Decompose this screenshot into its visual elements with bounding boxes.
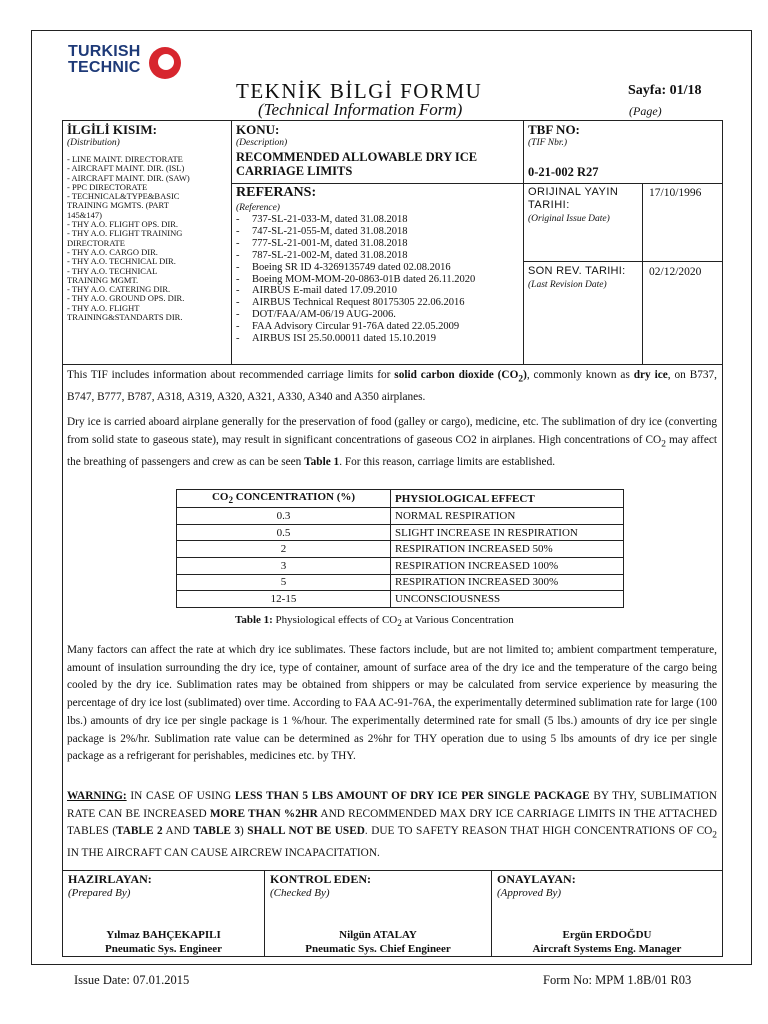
- page-number-subtitle: (Page): [629, 104, 662, 118]
- table-row: [177, 557, 624, 574]
- prepared-by-label: HAZIRLAYAN:: [68, 872, 152, 886]
- approved-by-role: Aircraft Systems Eng. Manager: [532, 943, 682, 955]
- reference-text: Boeing MOM-MOM-20-0863-01B dated 26.11.2020: [252, 273, 476, 285]
- subject-label: KONU:: [236, 122, 280, 137]
- bullet-dash: -: [236, 321, 240, 333]
- reference-text: 747-SL-21-055-M, dated 31.08.2018: [252, 225, 408, 237]
- checked-by-role: Pneumatic Sys. Chief Engineer: [305, 943, 451, 955]
- distribution-item: - THY A.O. FLIGHT TRAINING: [67, 228, 183, 239]
- concentration-cell: 3: [177, 557, 391, 574]
- checked-by-name: Nilgün ATALAY: [339, 929, 417, 941]
- subject-text-line-2: CARRIAGE LIMITS: [236, 164, 353, 178]
- last-revision-label: SON REV. TARIHI:: [528, 265, 626, 277]
- caption-text-2: at Various Concentration: [401, 614, 514, 626]
- concentration-cell: 12-15: [177, 591, 391, 608]
- reference-item: [236, 333, 475, 345]
- reference-item: [236, 262, 475, 274]
- approved-by-name: Ergün ERDOĞDU: [562, 929, 652, 941]
- reference-item: [236, 274, 475, 286]
- dry-ice-sub-2: 2: [661, 438, 666, 449]
- reference-item: [236, 285, 475, 297]
- caption-label: Table 1:: [235, 614, 273, 626]
- bullet-dash: -: [236, 273, 240, 285]
- reference-text: DOT/FAA/AM-06/19 AUG-2006.: [252, 309, 396, 321]
- bullet-dash: -: [236, 309, 240, 321]
- effect-cell: SLIGHT INCREASE IN RESPIRATION: [391, 524, 624, 541]
- concentration-header-sub: 2: [228, 495, 234, 506]
- distribution-item: - TECHNICAL&TYPE&BASIC: [67, 191, 180, 202]
- intro-paragraph: [67, 367, 717, 407]
- form-subtitle: (Technical Information Form): [258, 100, 463, 119]
- reference-text: AIRBUS Technical Request 80175305 22.06.2016: [252, 297, 465, 309]
- dry-ice-text-3: . For this reason, carriage limits are established.: [339, 455, 556, 468]
- distribution-item: TRAINING MGMT.: [67, 274, 139, 285]
- concentration-header-a: CO: [211, 491, 229, 503]
- bullet-dash: -: [236, 214, 240, 225]
- subject-text-line-1: RECOMMENDED ALLOWABLE DRY ICE: [236, 150, 478, 164]
- checked-by-label: KONTROL EDEN:: [270, 872, 372, 886]
- distribution-item: - LINE MAINT. DIRECTORATE: [67, 154, 183, 164]
- intro-sub-2: 2: [518, 374, 524, 385]
- references-cell: [231, 183, 524, 365]
- distribution-item: - AIRCRAFT MAINT. DIR. (ISL): [67, 163, 185, 174]
- last-revision-value-cell: [642, 261, 723, 365]
- warning-t12: 2: [712, 830, 717, 841]
- approved-by-label: ONAYLAYAN:: [497, 872, 576, 886]
- reference-text: AIRBUS ISI 25.50.00011 dated 15.10.2019: [252, 333, 436, 345]
- tbf-cell: [523, 120, 723, 184]
- reference-text: AIRBUS E-mail dated 17.09.2010: [252, 285, 397, 297]
- subject-sub: (Description): [236, 138, 288, 148]
- checked-by-sub: (Checked By): [270, 887, 330, 899]
- last-revision-sub: (Last Revision Date): [528, 280, 607, 290]
- approved-by-cell: [491, 870, 723, 957]
- warning-t4: MORE THAN %2HR: [209, 807, 318, 820]
- intro-bold-dry-ice: dry ice: [633, 369, 668, 381]
- table-row: [177, 591, 624, 608]
- reference-item: [236, 226, 475, 238]
- prepared-by-role: Pneumatic Sys. Engineer: [104, 943, 223, 955]
- intro-bold-co2: solid carbon dioxide (CO: [394, 369, 519, 381]
- distribution-item: - PPC DIRECTORATE: [67, 181, 148, 192]
- original-issue-sub: (Original Issue Date): [528, 214, 610, 224]
- effect-cell: NORMAL RESPIRATION: [391, 508, 624, 525]
- distribution-item: - AIRCRAFT MAINT. DIR. (SAW): [67, 172, 190, 183]
- logo-line-2: TECHNIC: [68, 59, 141, 76]
- tbf-number: 0-21-002 R27: [528, 165, 599, 179]
- reference-item: [236, 214, 475, 226]
- concentration-cell: 0.3: [177, 508, 391, 525]
- table-row: [177, 541, 624, 558]
- table-row: [177, 508, 624, 525]
- references-label: REFERANS:: [236, 185, 317, 200]
- distribution-item: - THY A.O. CARGO DIR.: [67, 246, 158, 257]
- dry-ice-table-ref: Table 1: [304, 455, 340, 468]
- intro-text-1: This TIF includes information about recommended carriage limits for: [67, 369, 395, 381]
- distribution-list: [67, 155, 190, 322]
- distribution-sub: (Distribution): [67, 138, 120, 148]
- warning-t9: ): [240, 825, 248, 838]
- table-1-caption: [235, 614, 514, 628]
- reference-text: 787-SL-21-002-M, dated 31.08.2018: [252, 249, 408, 261]
- distribution-item: TRAINING MGMTS. (PART: [67, 200, 169, 211]
- co2-effects-table: [176, 489, 624, 608]
- original-issue-label-line-1: ORIJINAL YAYIN: [528, 186, 619, 198]
- bullet-dash: -: [236, 297, 240, 309]
- intro-bold-paren: ): [523, 369, 527, 381]
- effect-cell: RESPIRATION INCREASED 300%: [391, 574, 624, 591]
- issue-date: Issue Date: 07.01.2015: [74, 973, 190, 987]
- caption-sub: 2: [397, 618, 402, 629]
- distribution-item: - THY A.O. CATERING DIR.: [67, 284, 171, 295]
- bullet-dash: -: [236, 237, 240, 249]
- logo-wordmark: [68, 44, 141, 76]
- warning-t10: SHALL NOT BE USED: [247, 825, 365, 838]
- warning-t11: . DUE TO SAFETY REASON THAT HIGH CONCENTRATIONS OF CO: [364, 825, 713, 838]
- effect-cell: RESPIRATION INCREASED 50%: [391, 541, 624, 558]
- effect-cell: UNCONSCIOUSNESS: [391, 591, 624, 608]
- reference-item: [236, 297, 475, 309]
- warning-t3: BY THY, SUBLIMATION RATE CAN BE INCREASED: [67, 790, 717, 820]
- warning-t8: TABLE 3: [193, 825, 241, 838]
- warning-label: WARNING:: [67, 790, 127, 802]
- effect-header: PHYSIOLOGICAL EFFECT: [391, 490, 624, 508]
- concentration-cell: 5: [177, 574, 391, 591]
- table-header-row: [177, 490, 624, 508]
- distribution-item: 145&147): [67, 209, 102, 220]
- warning-paragraph: [67, 788, 717, 863]
- bullet-dash: -: [236, 249, 240, 261]
- distribution-item: DIRECTORATE: [67, 237, 125, 248]
- original-issue-value-cell: [642, 183, 723, 262]
- prepared-by-cell: [62, 870, 265, 957]
- table-row: [177, 524, 624, 541]
- concentration-header-c: CONCENTRATION (%): [233, 491, 356, 503]
- original-issue-label-cell: [523, 183, 643, 262]
- dry-ice-paragraph: [67, 414, 717, 471]
- distribution-item: TRAINING&STANDARTS DIR.: [67, 312, 183, 323]
- warning-t2: LESS THAN 5 LBS AMOUNT OF DRY ICE PER SINGLE PACKAGE: [234, 790, 590, 802]
- signature-row: [62, 870, 723, 957]
- form-title: TEKNİK BİLGİ FORMU: [236, 79, 483, 103]
- reference-item: [236, 321, 475, 333]
- prepared-by-sub: (Prepared By): [68, 887, 131, 899]
- table-row: [177, 574, 624, 591]
- distribution-label: İLGİLİ KISIM:: [67, 122, 157, 137]
- warning-t1: IN CASE OF USING: [126, 790, 235, 802]
- distribution-cell: [62, 120, 232, 365]
- references-sub: (Reference): [236, 203, 280, 213]
- warning-t5: AND RECOMMENDED MAX DRY ICE CARRIAGE LIMITS IN THE ATTACHED TABLES (: [67, 807, 717, 838]
- reference-item: [236, 309, 475, 321]
- distribution-item: - THY A.O. FLIGHT OPS. DIR.: [67, 219, 179, 230]
- reference-item: [236, 250, 475, 262]
- approved-by-sub: (Approved By): [497, 887, 562, 899]
- last-revision-label-cell: [523, 261, 643, 365]
- subject-text: [236, 150, 477, 178]
- form-number: Form No: MPM 1.8B/01 R03: [543, 973, 692, 987]
- caption-text-1: Physiological effects of CO: [272, 614, 398, 626]
- co2-table-body: [177, 508, 624, 608]
- original-issue-date: 17/10/1996: [649, 187, 702, 199]
- subject-cell: [231, 120, 524, 184]
- effect-cell: RESPIRATION INCREASED 100%: [391, 557, 624, 574]
- tbf-sub: (TIF Nbr.): [528, 138, 568, 148]
- reference-item: [236, 238, 475, 250]
- bullet-dash: -: [236, 285, 240, 297]
- concentration-cell: 2: [177, 541, 391, 558]
- dry-ice-text-1: Dry ice is carried aboard airplane generally for the preservation of food (galley or cargo), medicine, etc. The sublimation of dry ice (converting from solid state to gaseous state), may result in significant concentrations of gaseous CO2 in airplanes. High concentrations of CO: [67, 416, 717, 446]
- concentration-header: [177, 490, 391, 508]
- distribution-item: - THY A.O. GROUND OPS. DIR.: [67, 293, 185, 304]
- references-list: [236, 214, 475, 345]
- intro-text-3: , on B737, B747, B777, B787, A318, A319, A320, A321, A330, A340 and A350 airplanes.: [67, 369, 717, 403]
- bullet-dash: -: [236, 225, 240, 237]
- bullet-dash: -: [236, 333, 240, 345]
- logo-line-1: TURKISH: [68, 43, 141, 60]
- sublimation-paragraph: Many factors can affect the rate at which dry ice sublimates. These factors include, but are not limited to; ambient compartment temperature, amount of insulation surrounding the dry ice, type of container, amount of surface area of the dry ice and the temperature of the cargo being cooled by the dry ice. Sublimation rates may be obtained from shippers or may be calculated from service experience by measuring the percentage of dry ice lost (sublimated) over time. According to FAA AC-91-76A, the experimentally determined sublimation rate for large (100 lbs.) amounts of dry ice per single package is 1 %/hour. The experimentally determined rate for small (5 lbs.) amounts of dry ice per single package is 2%/hr. Sublimation rate value can be determined as 2%hr for THY operation due to using 5 lbs amounts of dry ice per single package as a refrigerant for perishables, medicines etc. by THY.: [67, 644, 717, 763]
- reference-text: 777-SL-21-001-M, dated 31.08.2018: [252, 237, 408, 249]
- reference-text: 737-SL-21-033-M, dated 31.08.2018: [252, 214, 408, 225]
- dry-ice-text-2: may affect the breathing of passengers and crew as can be seen: [67, 433, 717, 468]
- warning-t13: IN THE AIRCRAFT CAN CAUSE AIRCREW INCAPACITATION.: [67, 847, 380, 860]
- prepared-by-name: Yılmaz BAHÇEKAPILI: [106, 929, 221, 941]
- turkish-technic-logo: [68, 44, 188, 82]
- concentration-cell: 0.5: [177, 524, 391, 541]
- reference-text: Boeing SR ID 4-3269135749 dated 02.08.2016: [252, 261, 451, 273]
- checked-by-cell: [264, 870, 492, 957]
- distribution-item: - THY A.O. TECHNICAL: [67, 265, 158, 276]
- bullet-dash: -: [236, 261, 240, 273]
- original-issue-label: [528, 186, 618, 212]
- original-issue-label-line-2: TARIHI:: [528, 199, 570, 211]
- intro-text-2: , commonly known as: [526, 369, 634, 381]
- logo-circle-icon: [149, 47, 181, 79]
- warning-t7: AND: [162, 825, 194, 838]
- distribution-item: - THY A.O. TECHNICAL DIR.: [67, 256, 176, 267]
- page-number: Sayfa: 01/18: [628, 83, 702, 98]
- last-revision-date: 02/12/2020: [649, 266, 702, 278]
- warning-t6: TABLE 2: [116, 825, 163, 838]
- distribution-item: - THY A.O. FLIGHT: [67, 302, 140, 313]
- reference-text: FAA Advisory Circular 91-76A dated 22.05.2009: [252, 321, 460, 333]
- tbf-label: TBF NO:: [528, 122, 580, 137]
